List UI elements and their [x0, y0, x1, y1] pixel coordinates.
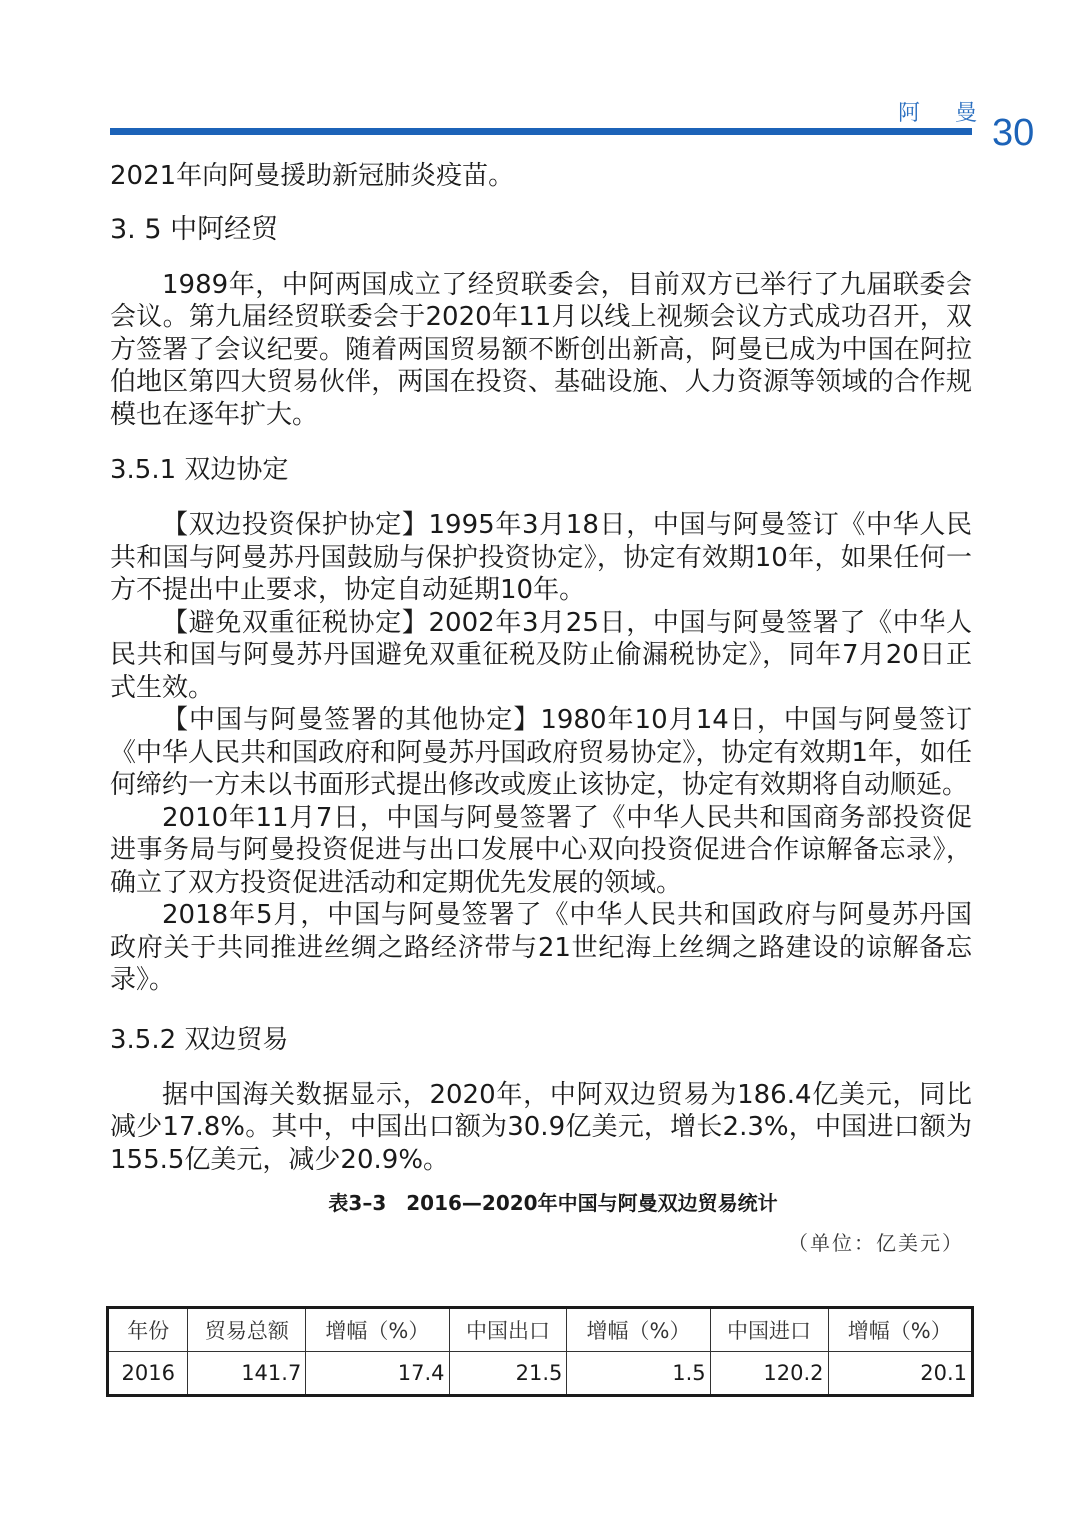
- body-text: 2021年向阿曼援助新冠肺炎疫苗。: [110, 161, 515, 191]
- header-year: 年份: [108, 1308, 188, 1352]
- trade-statistics-table: [106, 1306, 974, 1397]
- page-body: [110, 160, 972, 1256]
- header-import-growth: 增幅（%）: [828, 1308, 973, 1352]
- body-paragraph: 1989年，中阿两国成立了经贸联委会，目前双方已举行了九届联委会会议。第九届经贸联委会于2020年11月以线上视频会议方式成功召开，双方签署了会议纪要。随着两国贸易额不断创出新高，阿曼已成为中国在阿拉伯地区第四大贸易伙伴，两国在投资、基础设施、人力资源等领域的合作规模也在逐年扩大。: [110, 269, 972, 430]
- cell-total-growth: 17.4: [306, 1352, 449, 1396]
- header-china-export: 中国出口: [449, 1308, 567, 1352]
- body-paragraph: 【中国与阿曼签署的其他协定】1980年10月14日，中国与阿曼签订《中华人民共和国政府和阿曼苏丹国政府贸易协定》，协定有效期1年，如任何缔约一方未以书面形式提出修改或废止该协定，协定有效期将自动顺延。: [110, 705, 972, 800]
- subsection-heading: 3.5.1 双边协定: [110, 455, 289, 485]
- body-paragraph: 2010年11月7日，中国与阿曼签署了《中华人民共和国商务部投资促进事务局与阿曼投资促进与出口发展中心双向投资促进合作谅解备忘录》，确立了双方投资促进活动和定期优先发展的领域。: [110, 802, 972, 898]
- cell-import-growth: 20.1: [828, 1352, 973, 1396]
- table-title: 表3–3 2016—2020年中国与阿曼双边贸易统计: [328, 1191, 778, 1215]
- cell-china-import: 120.2: [710, 1352, 828, 1396]
- body-paragraph: 【双边投资保护协定】1995年3月18日，中国与阿曼签订《中华人民共和国与阿曼苏丹国鼓励与保护投资协定》，协定有效期10年，如果任何一方不提出中止要求，协定自动延期10年。: [110, 510, 972, 605]
- body-paragraph: 据中国海关数据显示，2020年，中阿双边贸易为186.4亿美元，同比减少17.8%。其中，中国出口额为30.9亿美元，增长2.3%，中国进口额为155.5亿美元，减少20.9%。: [110, 1079, 972, 1175]
- body-paragraph: 【避免双重征税协定】2002年3月25日，中国与阿曼签署了《中华人民共和国与阿曼苏丹国避免双重征税及防止偷漏税协定》，同年7月20日正式生效。: [110, 607, 972, 703]
- header-rule: [110, 128, 972, 135]
- running-header-title: 阿 曼: [898, 101, 991, 126]
- table-row: [108, 1352, 973, 1396]
- subsection-heading: 3.5.2 双边贸易: [110, 1024, 289, 1055]
- cell-export-growth: 1.5: [567, 1352, 710, 1396]
- section-heading: 3. 5 中阿经贸: [110, 213, 279, 245]
- cell-total-trade: 141.7: [188, 1352, 306, 1396]
- cell-year: 2016: [108, 1352, 188, 1396]
- header-total-growth: 增幅（%）: [306, 1308, 449, 1352]
- header-total-trade: 贸易总额: [188, 1308, 306, 1352]
- header-china-import: 中国进口: [710, 1308, 828, 1352]
- header-export-growth: 增幅（%）: [567, 1308, 710, 1352]
- table-header-row: [108, 1308, 973, 1352]
- body-paragraph: 2018年5月，中国与阿曼签署了《中华人民共和国政府与阿曼苏丹国政府关于共同推进丝绸之路经济带与21世纪海上丝绸之路建设的谅解备忘录》。: [110, 900, 972, 995]
- page-number: 30: [992, 112, 1035, 154]
- table-unit: （单位：亿美元）: [788, 1231, 964, 1255]
- cell-china-export: 21.5: [449, 1352, 567, 1396]
